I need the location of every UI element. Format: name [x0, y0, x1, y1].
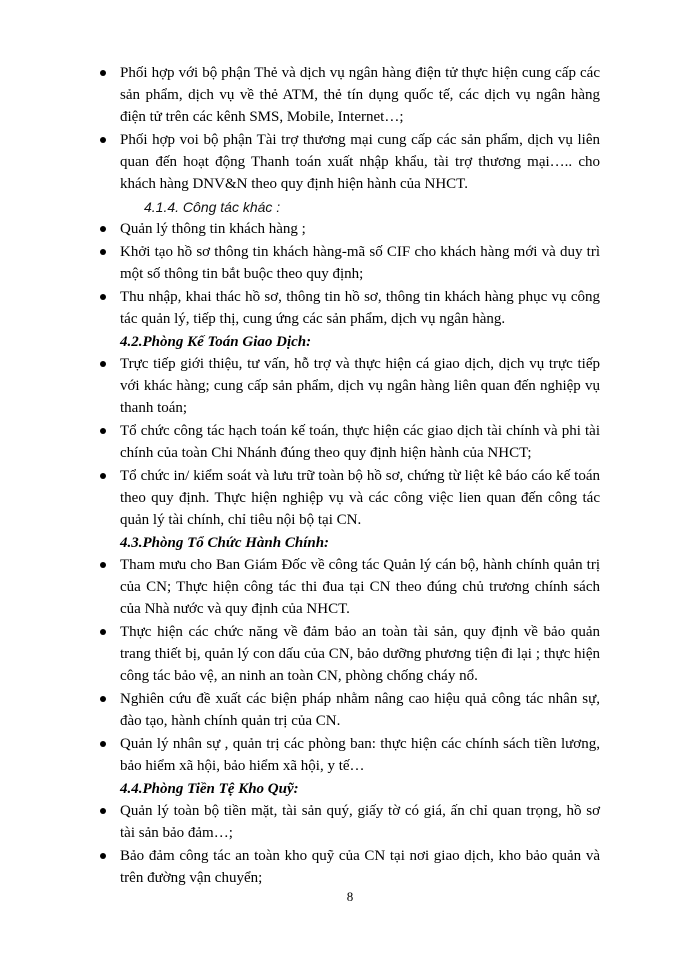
- bullet-icon: [100, 696, 106, 702]
- bullet-item: [120, 129, 600, 195]
- bullet-icon: [100, 808, 106, 814]
- bullet-icon: [100, 473, 106, 479]
- bullet-text: Tổ chức in/ kiểm soát và lưu trữ toàn bộ hồ sơ, chứng từ liệt kê báo cáo kế toán theo quy định. Thực hiện nghiệp vụ và các công việc lien quan đến công tác quản lý tài chính, chỉ tiêu nội bộ tại CN.: [120, 468, 600, 528]
- bullet-text: Bảo đảm công tác an toàn kho quỹ của CN tại nơi giao dịch, kho bảo quản và trên đường vận chuyển;: [120, 848, 600, 886]
- bullet-icon: [100, 226, 106, 232]
- bullet-icon: [100, 361, 106, 367]
- document-page: [0, 62, 700, 890]
- bullet-item: [120, 241, 600, 285]
- bullet-text: Khởi tạo hồ sơ thông tin khách hàng-mã số CIF cho khách hàng mới và duy trì một số thông tin bắt buộc theo quy định;: [120, 244, 600, 282]
- bullet-item: [120, 465, 600, 531]
- bullet-item: [120, 420, 600, 464]
- bullet-icon: [100, 294, 106, 300]
- bullet-item: [120, 554, 600, 620]
- bullet-text: Trực tiếp giới thiệu, tư vấn, hỗ trợ và thực hiện cá giao dịch, dịch vụ trực tiếp với khác hàng; cung cấp sản phẩm, dịch vụ ngân hàng liên quan đến nghiệp vụ thanh toán;: [120, 356, 600, 416]
- bullet-icon: [100, 562, 106, 568]
- bullet-text: Quản lý thông tin khách hàng ;: [120, 221, 306, 237]
- bullet-text: Quản lý nhân sự , quản trị các phòng ban: thực hiện các chính sách tiền lương, bảo hiểm xã hội, bảo hiểm xã hội, y tế…: [120, 736, 600, 774]
- bullet-icon: [100, 249, 106, 255]
- bullet-item: [120, 733, 600, 777]
- bullet-text: Nghiên cứu đề xuất các biện pháp nhằm nâng cao hiệu quả công tác nhân sự, đào tạo, hành chính quản trị của CN.: [120, 691, 600, 729]
- page-number: 8: [346, 889, 354, 904]
- bullet-item: [120, 62, 600, 128]
- bullet-text: Tham mưu cho Ban Giám Đốc về công tác Quản lý cán bộ, hành chính quản trị của CN; Thực hiện công tác thi đua tại CN theo đúng chủ trương chính sách của Nhà nước và quy định của NHCT.: [120, 557, 600, 617]
- bullet-item: [120, 688, 600, 732]
- bullet-icon: [100, 70, 106, 76]
- bullet-icon: [100, 137, 106, 143]
- bullet-text: Thu nhập, khai thác hồ sơ, thông tin hồ sơ, thông tin khách hàng phục vụ công tác quản lý, tiếp thị, cung ứng các sản phẩm, dịch vụ ngân hàng.: [120, 289, 600, 327]
- section-heading: 4.2.Phòng Kế Toán Giao Dịch:: [120, 334, 312, 350]
- bullet-text: Phối hợp voi bộ phận Tài trợ thương mại cung cấp các sản phẩm, dịch vụ liên quan đến hoạt động Thanh toán xuất nhập khẩu, tài trợ thương mại….. cho khách hàng DNV&N theo quy định hiện hành của NHCT.: [120, 132, 600, 192]
- bullet-item: [120, 621, 600, 687]
- bullet-item: [120, 218, 600, 240]
- bullet-text: Thực hiện các chức năng về đảm bảo an toàn tài sản, quy định về bảo quản trang thiết bị, quản lý con dấu của CN, bảo dưỡng phương tiện đi lại ; thực hiện công tác bảo vệ, an ninh an toàn CN, phòng chống cháy nổ.: [120, 624, 600, 684]
- bullet-icon: [100, 741, 106, 747]
- bullet-text: Phối hợp với bộ phận Thẻ và dịch vụ ngân hàng điện tử thực hiện cung cấp các sản phẩm, dịch vụ về thẻ ATM, thẻ tín dụng quốc tế, các dịch vụ ngân hàng điện tử trên các kênh SMS, Mobile, Internet…;: [120, 65, 600, 125]
- subsection-title: 4.1.4. Công tác khác :: [144, 199, 281, 215]
- bullet-text: Quản lý toàn bộ tiền mặt, tài sản quý, giấy tờ có giá, ấn chỉ quan trọng, hồ sơ tài sản bảo đảm…;: [120, 803, 600, 841]
- bullet-icon: [100, 629, 106, 635]
- bullet-item: [120, 800, 600, 844]
- bullet-text: Tổ chức công tác hạch toán kế toán, thực hiện các giao dịch tài chính và phi tài chính của toàn Chi Nhánh đúng theo quy định hiện hành của NHCT;: [120, 423, 600, 461]
- section-heading: 4.4.Phòng Tiền Tệ Kho Quỹ:: [120, 781, 299, 797]
- bullet-item: [120, 353, 600, 419]
- bullet-item: [120, 845, 600, 889]
- bullet-item: [120, 286, 600, 330]
- bullet-icon: [100, 428, 106, 434]
- bullet-icon: [100, 853, 106, 859]
- section-heading: 4.3.Phòng Tổ Chức Hành Chính:: [120, 535, 330, 551]
